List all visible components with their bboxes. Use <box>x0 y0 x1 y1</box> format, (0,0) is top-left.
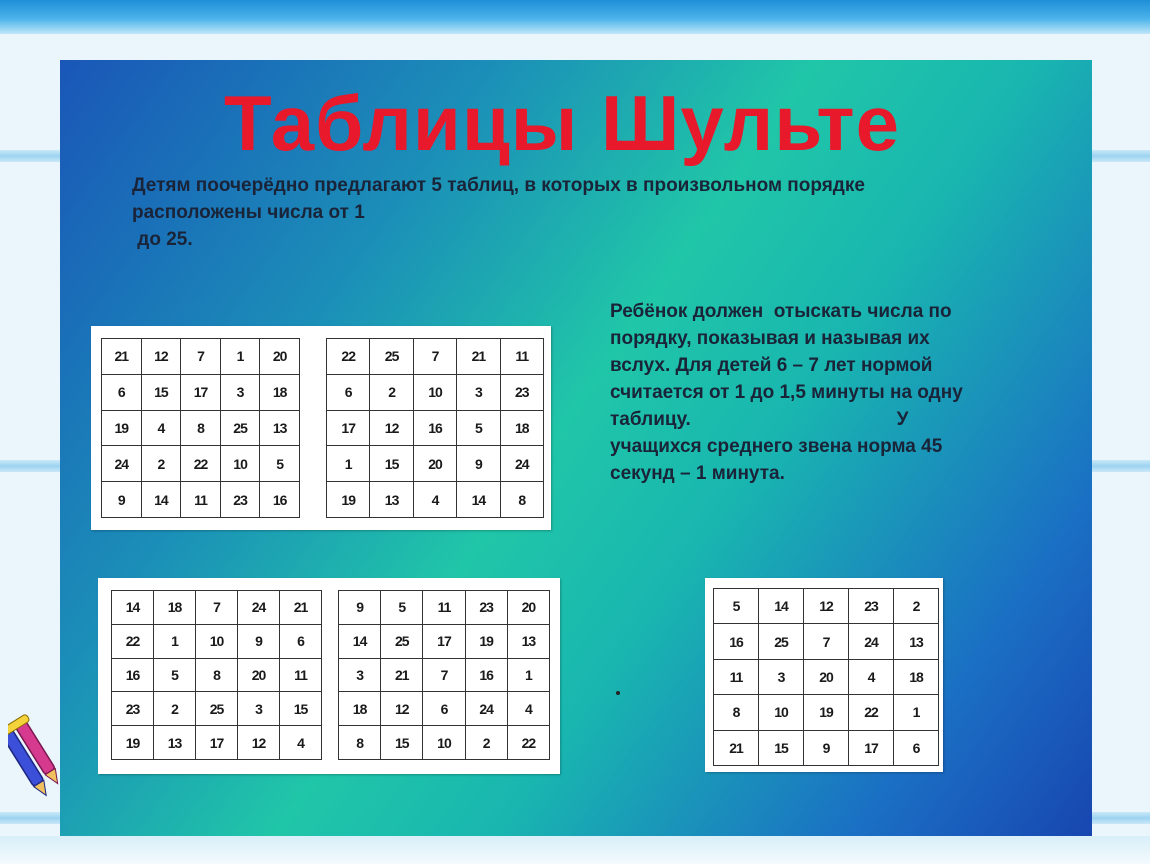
rule-line: вслух. Для детей 6 – 7 лет нормой <box>610 355 933 376</box>
table-cell: 10 <box>220 446 260 482</box>
table-cell: 25 <box>759 624 804 659</box>
table-cell: 17 <box>423 624 465 658</box>
rule-line: таблицу. У <box>610 409 909 430</box>
table-row <box>714 730 939 765</box>
background-bottom-band <box>0 836 1150 864</box>
table-cell: 25 <box>381 624 423 658</box>
table-row <box>339 624 550 658</box>
table-cell: 23 <box>500 374 543 410</box>
table-cell: 12 <box>370 410 413 446</box>
table-cell: 11 <box>500 339 543 375</box>
schulte-table <box>338 590 550 760</box>
table-row <box>327 446 544 482</box>
table-row <box>339 692 550 726</box>
table-cell: 9 <box>339 591 381 625</box>
table-row <box>327 410 544 446</box>
table-cell: 9 <box>804 730 849 765</box>
table-row <box>327 482 544 518</box>
table-cell: 22 <box>112 624 154 658</box>
rule-line: считается от 1 до 1,5 минуты на одну <box>610 382 963 403</box>
table-cell: 19 <box>327 482 370 518</box>
slide <box>60 60 1092 836</box>
table-cell: 18 <box>894 659 939 694</box>
table-cell: 1 <box>154 624 196 658</box>
intro-line: Детям поочерёдно предлагают 5 таблиц, в которых в произвольном порядке <box>132 175 865 196</box>
table-cell: 12 <box>141 339 181 375</box>
table-row <box>112 591 322 625</box>
table-cell: 24 <box>238 591 280 625</box>
table-cell: 18 <box>339 692 381 726</box>
rule-line: порядку, показывая и называя их <box>610 328 930 349</box>
table-cell: 3 <box>457 374 500 410</box>
table-cell: 17 <box>849 730 894 765</box>
table-cell: 15 <box>759 730 804 765</box>
table-cell: 21 <box>280 591 322 625</box>
table-cell: 7 <box>196 591 238 625</box>
table-row <box>714 589 939 624</box>
table-cell: 6 <box>327 374 370 410</box>
pencils-icon <box>8 712 60 802</box>
table-cell: 16 <box>413 410 456 446</box>
table-cell: 14 <box>112 591 154 625</box>
table-cell: 6 <box>280 624 322 658</box>
table-cell: 10 <box>423 726 465 760</box>
schulte-table <box>713 588 939 766</box>
table-cell: 23 <box>849 589 894 624</box>
table-row <box>714 659 939 694</box>
table-cell: 20 <box>507 591 549 625</box>
table-cell: 22 <box>327 339 370 375</box>
intro-text <box>132 172 1032 253</box>
table-cell: 4 <box>507 692 549 726</box>
rule-line: секунд – 1 минута. <box>610 463 785 484</box>
table-cell: 6 <box>423 692 465 726</box>
table-cell: 23 <box>112 692 154 726</box>
table-cell: 5 <box>714 589 759 624</box>
table-cell: 15 <box>381 726 423 760</box>
table-cell: 18 <box>260 374 300 410</box>
table-cell: 19 <box>102 410 142 446</box>
table-row <box>102 482 300 518</box>
table-cell: 24 <box>465 692 507 726</box>
table-row <box>327 374 544 410</box>
table-cell: 9 <box>238 624 280 658</box>
table-cell: 22 <box>849 695 894 730</box>
table-cell: 19 <box>112 726 154 760</box>
table-cell: 13 <box>507 624 549 658</box>
table-cell: 13 <box>260 410 300 446</box>
table-row <box>714 695 939 730</box>
table-cell: 20 <box>260 339 300 375</box>
table-cell: 23 <box>465 591 507 625</box>
table-row <box>339 726 550 760</box>
table-cell: 1 <box>327 446 370 482</box>
table-row <box>102 410 300 446</box>
table-cell: 2 <box>370 374 413 410</box>
table-cell: 16 <box>112 658 154 692</box>
table-cell: 6 <box>894 730 939 765</box>
table-cell: 7 <box>423 658 465 692</box>
table-cell: 8 <box>500 482 543 518</box>
table-cell: 10 <box>196 624 238 658</box>
table-cell: 23 <box>220 482 260 518</box>
table-row <box>714 624 939 659</box>
table-cell: 7 <box>804 624 849 659</box>
table-cell: 11 <box>714 659 759 694</box>
table-cell: 15 <box>280 692 322 726</box>
table-row <box>102 374 300 410</box>
table-cell: 10 <box>413 374 456 410</box>
table-cell: 3 <box>220 374 260 410</box>
table-row <box>327 339 544 375</box>
table-cell: 4 <box>141 410 181 446</box>
rule-line: учащихся среднего звена норма 45 <box>610 436 943 457</box>
table-cell: 15 <box>370 446 413 482</box>
schulte-table <box>111 590 322 760</box>
table-cell: 8 <box>196 658 238 692</box>
table-cell: 17 <box>327 410 370 446</box>
table-cell: 14 <box>141 482 181 518</box>
table-cell: 5 <box>260 446 300 482</box>
table-cell: 8 <box>181 410 221 446</box>
intro-line: расположены числа от 1 <box>132 202 365 223</box>
table-cell: 22 <box>507 726 549 760</box>
slide-title: Таблицы Шульте <box>224 79 901 167</box>
table-cell: 21 <box>381 658 423 692</box>
table-cell: 14 <box>759 589 804 624</box>
table-cell: 4 <box>413 482 456 518</box>
table-cell: 19 <box>804 695 849 730</box>
table-cell: 18 <box>500 410 543 446</box>
table-cell: 24 <box>849 624 894 659</box>
table-cell: 25 <box>370 339 413 375</box>
table-cell: 8 <box>339 726 381 760</box>
table-cell: 1 <box>220 339 260 375</box>
table-cell: 21 <box>457 339 500 375</box>
table-cell: 24 <box>500 446 543 482</box>
table-cell: 13 <box>154 726 196 760</box>
table-cell: 9 <box>457 446 500 482</box>
table-cell: 14 <box>457 482 500 518</box>
table-cell: 11 <box>181 482 221 518</box>
table-cell: 10 <box>759 695 804 730</box>
table-row <box>339 658 550 692</box>
rule-text <box>610 298 1050 487</box>
table-cell: 25 <box>220 410 260 446</box>
table-cell: 2 <box>465 726 507 760</box>
table-cell: 21 <box>714 730 759 765</box>
intro-line: до 25. <box>132 229 193 250</box>
table-cell: 12 <box>381 692 423 726</box>
table-cell: 20 <box>238 658 280 692</box>
table-cell: 13 <box>370 482 413 518</box>
table-cell: 2 <box>141 446 181 482</box>
table-cell: 1 <box>507 658 549 692</box>
schulte-table <box>101 338 300 518</box>
table-cell: 5 <box>381 591 423 625</box>
table-cell: 1 <box>894 695 939 730</box>
table-cell: 25 <box>196 692 238 726</box>
table-cell: 8 <box>714 695 759 730</box>
table-row <box>112 692 322 726</box>
table-cell: 16 <box>714 624 759 659</box>
table-cell: 9 <box>102 482 142 518</box>
table-row <box>112 624 322 658</box>
table-cell: 18 <box>154 591 196 625</box>
background-top-band <box>0 0 1150 34</box>
table-cell: 20 <box>413 446 456 482</box>
table-row <box>112 658 322 692</box>
table-cell: 16 <box>465 658 507 692</box>
table-cell: 2 <box>154 692 196 726</box>
table-row <box>112 726 322 760</box>
table-cell: 7 <box>413 339 456 375</box>
table-cell: 4 <box>849 659 894 694</box>
table-cell: 17 <box>196 726 238 760</box>
table-cell: 11 <box>280 658 322 692</box>
table-cell: 12 <box>804 589 849 624</box>
table-cell: 20 <box>804 659 849 694</box>
table-cell: 4 <box>280 726 322 760</box>
schulte-table <box>326 338 544 518</box>
table-cell: 22 <box>181 446 221 482</box>
table-cell: 13 <box>894 624 939 659</box>
rule-line: Ребёнок должен отыскать числа по <box>610 301 952 322</box>
table-cell: 3 <box>759 659 804 694</box>
table-cell: 3 <box>339 658 381 692</box>
table-cell: 14 <box>339 624 381 658</box>
table-cell: 19 <box>465 624 507 658</box>
table-row <box>339 591 550 625</box>
table-row <box>102 446 300 482</box>
table-cell: 17 <box>181 374 221 410</box>
table-cell: 5 <box>457 410 500 446</box>
table-cell: 16 <box>260 482 300 518</box>
table-cell: 24 <box>102 446 142 482</box>
table-cell: 11 <box>423 591 465 625</box>
table-cell: 7 <box>181 339 221 375</box>
stray-dot <box>616 691 620 695</box>
table-cell: 5 <box>154 658 196 692</box>
table-cell: 12 <box>238 726 280 760</box>
table-cell: 2 <box>894 589 939 624</box>
table-cell: 6 <box>102 374 142 410</box>
table-row <box>102 339 300 375</box>
table-cell: 21 <box>102 339 142 375</box>
table-cell: 15 <box>141 374 181 410</box>
table-cell: 3 <box>238 692 280 726</box>
